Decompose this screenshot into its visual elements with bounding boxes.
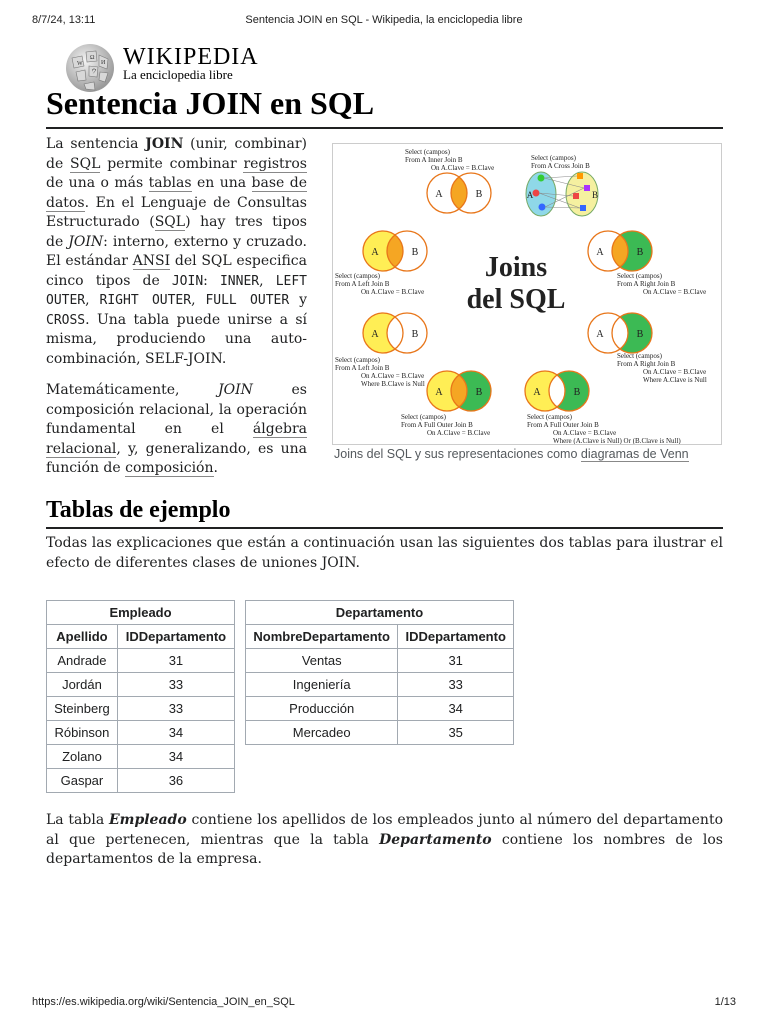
venn-full-label-a: A — [435, 387, 443, 398]
lead-paragraph-2: Matemáticamente, JOIN es composición relacional, la operación fundamental en el álgebra relacional, y, generalizando, es una función de composición. — [46, 382, 307, 476]
wikipedia-wordmark[interactable]: WIKIPEDIA — [123, 44, 259, 70]
table-cell: 34 — [398, 697, 514, 721]
table-cell: 34 — [117, 745, 234, 769]
table-cell: 36 — [117, 769, 234, 793]
algebra-relacional-link[interactable]: álgebra relacional — [46, 421, 307, 457]
section-outro: La tabla Empleado contiene los apellidos de los empleados junto al número del departamento al que pertenecen, mientras que la tabla Departamento contiene los nombres de los departamentos de la empresa. — [46, 812, 723, 867]
venn-diagrams — [333, 144, 721, 444]
query-full-line: On A.Clave = B.Clave — [427, 429, 491, 437]
cross-element-a — [538, 175, 545, 182]
table-row — [47, 649, 235, 673]
query-right-null-line: Where A.Clave is Null — [643, 376, 707, 384]
page-title: Sentencia JOIN en SQL — [46, 85, 375, 121]
table-cell: Gaspar — [47, 769, 118, 793]
column-header: Apellido — [47, 625, 118, 649]
query-left-line: From A Left Join B — [335, 280, 390, 288]
query-left-null-line: Select (campos) — [335, 356, 380, 364]
query-right-null-line: On A.Clave = B.Clave — [643, 368, 707, 376]
query-right-null-line: From A Right Join B — [617, 360, 676, 368]
query-left-line: Select (campos) — [335, 272, 380, 280]
query-full-null-line: On A.Clave = B.Clave — [553, 429, 617, 437]
column-header: IDDepartamento — [398, 625, 514, 649]
table-cell: Ingeniería — [246, 673, 398, 697]
cross-label-a: A — [526, 190, 534, 200]
print-url: https://es.wikipedia.org/wiki/Sentencia_JOIN_en_SQL — [32, 996, 295, 1008]
print-title: Sentencia JOIN en SQL - Wikipedia, la enciclopedia libre — [245, 14, 523, 26]
query-cross-line: From A Cross Join B — [531, 162, 590, 170]
column-header: NombreDepartamento — [246, 625, 398, 649]
query-left-null-line: On A.Clave = B.Clave — [361, 372, 425, 380]
table-row — [246, 649, 514, 673]
query-inner-line: Select (campos) — [405, 148, 450, 156]
query-left-line: On A.Clave = B.Clave — [361, 288, 425, 296]
table-cell: Ventas — [246, 649, 398, 673]
center-title: del SQL — [466, 284, 566, 315]
table-cell: Róbinson — [47, 721, 118, 745]
query-full-null-line: Where (A.Clave is Null) Or (B.Clave is Null) — [553, 437, 681, 444]
venn-right-label-b: B — [636, 247, 644, 258]
svg-text:ウ: ウ — [91, 69, 98, 75]
table-cell: Mercadeo — [246, 721, 398, 745]
table-cell: 31 — [117, 649, 234, 673]
empleado-table — [46, 600, 235, 793]
table-cell: 33 — [117, 673, 234, 697]
lead-paragraph: La sentencia JOIN (unir, combinar) de SQL permite combinar registros de una o más tablas en una base de datos. En el Lenguaje de Consultas Estructurado (SQL) hay tres tipos de JOIN: interno, externo y cruzado. El estándar ANSI del SQL especifica cinco tipos de JOIN: INNER, LEFT OUTER, RIGHT OUTER, FULL OUTER y CROSS. Una tabla puede unirse a sí misma, produciendo una auto-combinación, SELF-JOIN. — [46, 136, 308, 367]
svg-text:И: И — [101, 60, 106, 66]
query-full-null-line: From A Full Outer Join B — [527, 421, 599, 429]
venn-full-null-label-b: B — [573, 387, 581, 398]
query-inner-line: From A Inner Join B — [405, 156, 463, 164]
table-cell: Steinberg — [47, 697, 118, 721]
table-row — [47, 697, 235, 721]
query-right-line: On A.Clave = B.Clave — [643, 288, 707, 296]
section-divider — [46, 527, 723, 529]
venn-left-null-label-b: B — [411, 329, 419, 340]
sql-link[interactable]: SQL — [70, 155, 101, 172]
venn-full-label-b: B — [475, 387, 483, 398]
cross-element-b — [584, 185, 590, 191]
cross-element-a — [533, 190, 540, 197]
figure-caption: Joins del SQL y sus representaciones como diagramas de Venn — [334, 447, 689, 461]
query-inner-line: On A.Clave = B.Clave — [431, 164, 495, 172]
table-row — [47, 673, 235, 697]
query-cross-line: Select (campos) — [531, 154, 576, 162]
query-right-line: From A Right Join B — [617, 280, 676, 288]
cross-element-b — [577, 173, 583, 179]
print-page-number: 1/13 — [714, 996, 736, 1008]
tablas-link[interactable]: tablas — [148, 175, 192, 191]
join-term: JOIN — [145, 136, 184, 152]
table-row — [246, 697, 514, 721]
query-left-null-line: Where B.Clave is Null — [361, 380, 425, 388]
section-heading: Tablas de ejemplo — [46, 497, 231, 523]
table-cell: Zolano — [47, 745, 118, 769]
query-right-null-line: Select (campos) — [617, 352, 662, 360]
table-row — [47, 769, 235, 793]
table-cell: 35 — [398, 721, 514, 745]
query-full-line: Select (campos) — [401, 413, 446, 421]
ansi-link[interactable]: ANSI — [132, 253, 171, 269]
query-left-null-line: From A Left Join B — [335, 364, 390, 372]
table-row — [246, 721, 514, 745]
wikipedia-tagline: La enciclopedia libre — [123, 67, 233, 82]
empleado-caption: Empleado — [47, 601, 235, 625]
cross-element-b — [573, 193, 579, 199]
venn-inner-label-b: B — [475, 189, 483, 200]
registros-link[interactable]: registros — [243, 155, 307, 172]
query-full-null-line: Select (campos) — [527, 413, 572, 421]
diagramas-de-venn-link[interactable]: diagramas de Venn — [580, 447, 689, 461]
svg-text:Ω: Ω — [90, 55, 95, 61]
table-row — [246, 673, 514, 697]
print-datetime: 8/7/24, 13:11 — [32, 14, 96, 26]
joins-figure[interactable] — [332, 143, 722, 445]
query-full-line: From A Full Outer Join B — [401, 421, 473, 429]
venn-right-label-a: A — [596, 247, 604, 258]
venn-left-label-b: B — [411, 247, 419, 258]
svg-text:W: W — [77, 61, 83, 67]
venn-left-label-a: A — [371, 247, 379, 258]
query-right-line: Select (campos) — [617, 272, 662, 280]
table-row — [47, 721, 235, 745]
title-divider — [46, 127, 723, 129]
venn-right-null-label-b: B — [636, 329, 644, 340]
table-cell: Andrade — [47, 649, 118, 673]
table-cell: Jordán — [47, 673, 118, 697]
section-intro: Todas las explicaciones que están a continuación usan las siguientes dos tablas para ilustrar el efecto de diferentes clases de uniones JOIN. — [46, 535, 723, 571]
sql-link-2[interactable]: SQL — [154, 214, 186, 230]
table-cell: 31 — [398, 649, 514, 673]
venn-right-null-label-a: A — [596, 329, 604, 340]
center-title: Joins — [484, 252, 548, 283]
column-header: IDDepartamento — [117, 625, 234, 649]
composicion-link[interactable]: composición — [125, 460, 214, 476]
departamento-caption: Departamento — [246, 601, 514, 625]
cross-element-a — [539, 204, 546, 211]
table-cell: Producción — [246, 697, 398, 721]
table-cell: 33 — [398, 673, 514, 697]
table-cell: 34 — [117, 721, 234, 745]
venn-inner-label-a: A — [435, 189, 443, 200]
table-row — [47, 745, 235, 769]
cross-element-b — [580, 205, 586, 211]
venn-left-null-label-a: A — [371, 329, 379, 340]
venn-full-null-label-a: A — [533, 387, 541, 398]
departamento-table — [245, 600, 514, 745]
cross-label-b: B — [591, 190, 599, 200]
table-cell: 33 — [117, 697, 234, 721]
base-de-datos-link[interactable]: base de datos — [46, 175, 307, 211]
